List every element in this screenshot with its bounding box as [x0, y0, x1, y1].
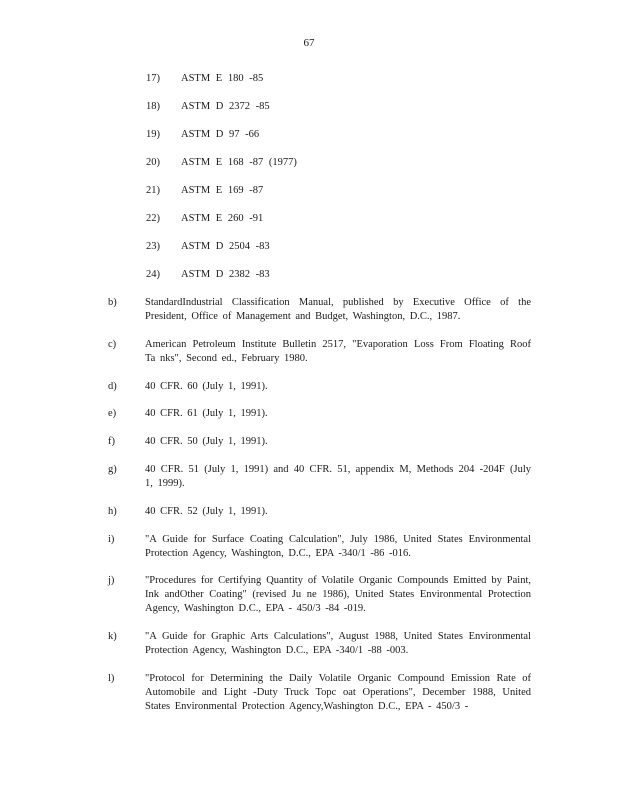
- reference-text: 40 CFR. 60 (July 1, 1991).: [145, 381, 268, 392]
- reference-label: j): [108, 575, 115, 586]
- reference-text: "A Guide for Graphic Arts Calculations", August 1988, United States Environmental Protection Agency, Washington D.C., EPA -340/1 -88 -003.: [145, 631, 531, 656]
- reference-text: StandardIndustrial Classification Manual, published by Executive Office of the President, Office of Management and Budget, Washington, D.C., 1987.: [145, 297, 531, 322]
- list-item-text: ASTM E 168 -87 (1977): [181, 157, 297, 168]
- reference-label: f): [108, 436, 115, 447]
- list-item-number: 21): [146, 185, 160, 196]
- reference-label: i): [108, 534, 115, 545]
- reference-text: "Protocol for Determining the Daily Volatile Organic Compound Emission Rate of Automobile and Light -Duty Truck Topc oat Operations", December 1988, United States Environmental Protection Agency,Washington D.C., EPA - 450/3 -: [145, 673, 531, 712]
- reference-text: 40 CFR. 52 (July 1, 1991).: [145, 506, 268, 517]
- reference-label: h): [108, 506, 117, 517]
- reference-text: "Procedures for Certifying Quantity of Volatile Organic Compounds Emitted by Paint, Ink andOther Coating" (revised Ju ne 1986), United States Environmental Protection Agency, Washington D.C., EPA - 450/3 -84 -019.: [145, 575, 531, 614]
- list-item-text: ASTM D 2504 -83: [181, 241, 270, 252]
- reference-label: e): [108, 408, 117, 419]
- list-item-number: 17): [146, 73, 160, 84]
- reference-text: 40 CFR. 61 (July 1, 1991).: [145, 408, 268, 419]
- reference-text: 40 CFR. 51 (July 1, 1991) and 40 CFR. 51, appendix M, Methods 204 -204F (July 1, 1999).: [145, 464, 531, 489]
- reference-text: 40 CFR. 50 (July 1, 1991).: [145, 436, 268, 447]
- list-item-text: ASTM D 97 -66: [181, 129, 260, 140]
- reference-label: k): [108, 631, 117, 642]
- list-item-number: 19): [146, 129, 160, 140]
- reference-label: l): [108, 673, 115, 684]
- list-item-number: 18): [146, 101, 160, 112]
- list-item-text: ASTM D 2372 -85: [181, 101, 270, 112]
- page-number: 67: [303, 37, 315, 49]
- reference-label: b): [108, 297, 117, 308]
- list-item-text: ASTM E 260 -91: [181, 213, 264, 224]
- list-item-text: ASTM E 169 -87: [181, 185, 264, 196]
- reference-label: g): [108, 464, 117, 475]
- list-item-number: 24): [146, 269, 160, 280]
- list-item-number: 22): [146, 213, 160, 224]
- list-item-number: 20): [146, 157, 160, 168]
- reference-label: d): [108, 381, 117, 392]
- list-item-text: ASTM E 180 -85: [181, 73, 264, 84]
- reference-text: "A Guide for Surface Coating Calculation", July 1986, United States Environmental Protection Agency, Washington, D.C., EPA -340/1 -86 -016.: [145, 534, 531, 559]
- reference-label: c): [108, 339, 117, 350]
- list-item-text: ASTM D 2382 -83: [181, 269, 270, 280]
- reference-text: American Petroleum Institute Bulletin 2517, "Evaporation Loss From Floating Roof Ta nks", Second ed., February 1980.: [145, 339, 531, 364]
- list-item-number: 23): [146, 241, 160, 252]
